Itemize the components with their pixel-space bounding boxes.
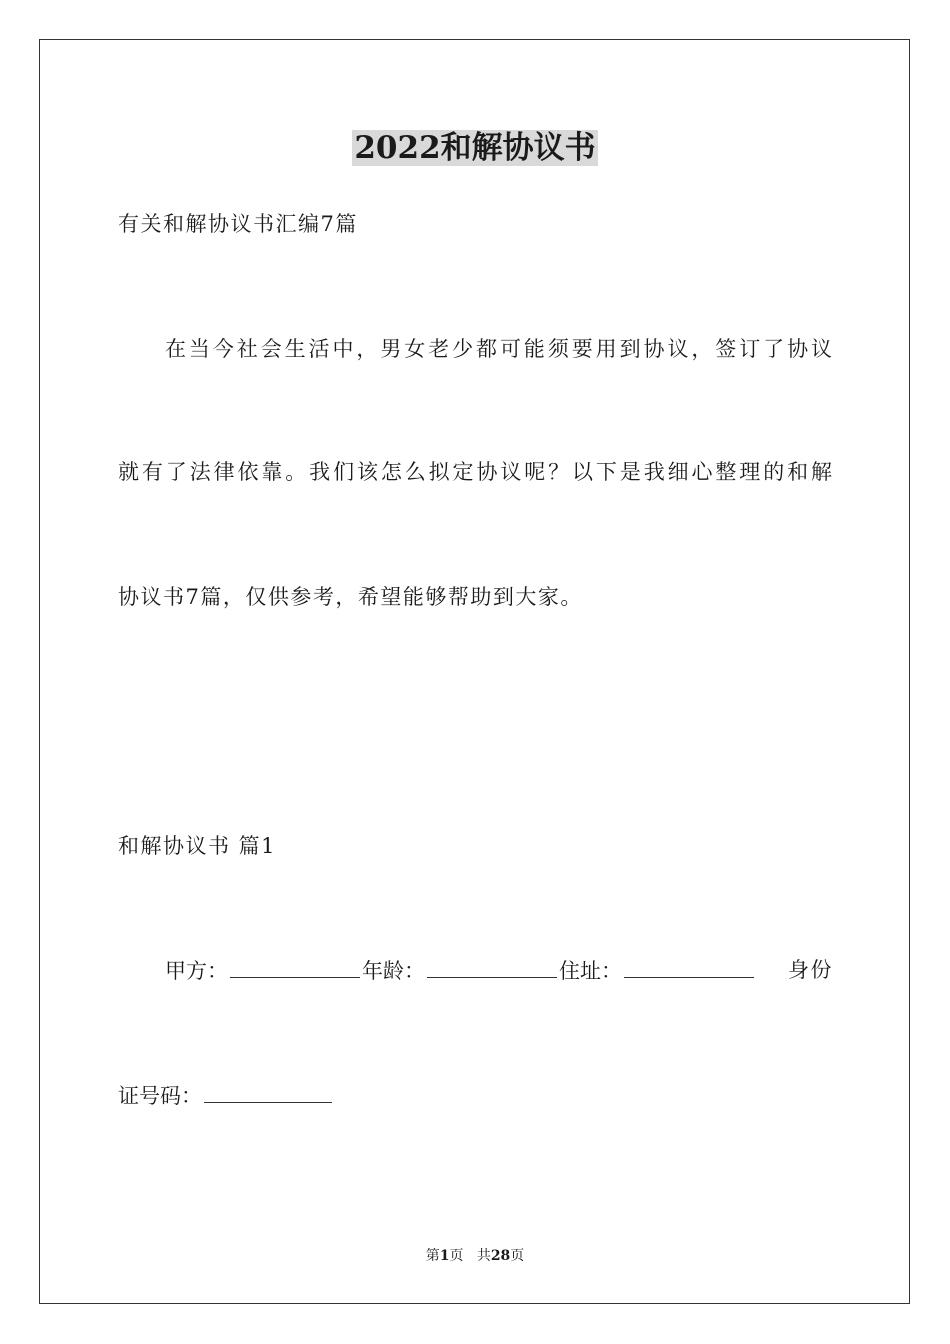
footer-total-prefix: 共 [476,1248,491,1264]
party-a-address-blank[interactable] [624,955,754,978]
document-title-text: 2022和解协议书 [354,130,596,166]
party-a-label: 甲方： [165,959,228,983]
party-a-id-line [118,1080,334,1111]
footer-total-pages: 28 [490,1248,511,1264]
intro-line-3: 协议书7篇，仅供参考，希望能够帮助到大家。 [118,585,583,609]
party-a-name-blank[interactable] [230,955,360,978]
footer-page-prefix: 第 [425,1248,440,1264]
document-title [0,128,950,168]
party-a-age-label: 年龄： [362,959,425,983]
party-a-id-blank[interactable] [204,1080,332,1103]
footer-total-suffix: 页 [510,1248,525,1264]
party-a-address-label: 住址： [559,959,622,983]
party-a-id-label-part2: 证号码： [118,1084,202,1108]
party-a-line [165,955,756,986]
section-heading: 和解协议书 篇1 [118,834,277,858]
footer-page-number: 1 [439,1248,450,1264]
document-subtitle: 有关和解协议书汇编7篇 [118,212,358,236]
party-a-age-blank[interactable] [427,955,557,978]
party-a-id-label-part1: 身份 [788,958,833,982]
page-footer [0,1246,950,1266]
intro-line-1: 在当今社会生活中，男女老少都可能须要用到协议，签订了协议 [165,337,832,361]
intro-line-2: 就有了法律依靠。我们该怎么拟定协议呢？以下是我细心整理的和解 [118,460,832,484]
footer-page-mid: 页 [449,1248,464,1264]
